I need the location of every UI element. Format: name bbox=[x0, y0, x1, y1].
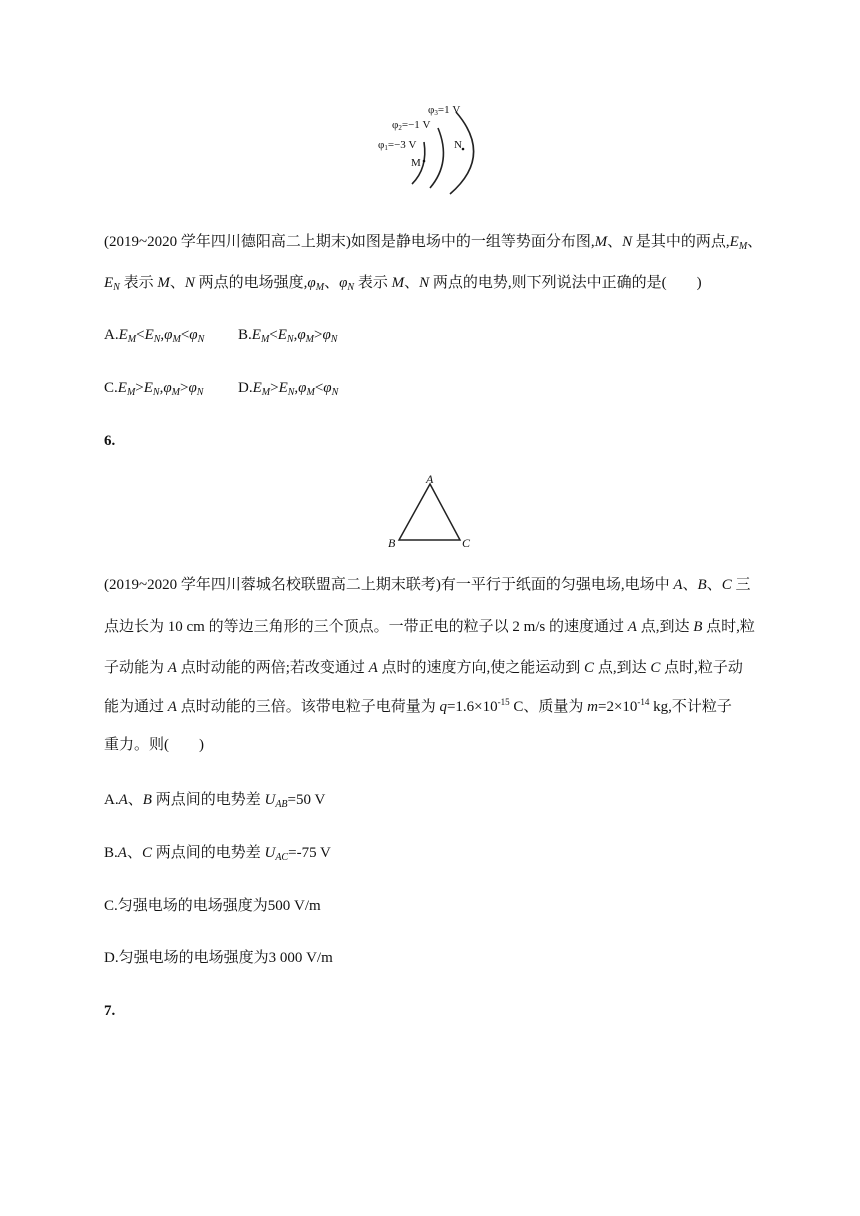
q5-option-a[interactable]: $A.E_M<E_N,\varphi_M<\varphi_N$ bbox=[104, 327, 205, 345]
q5-option-b[interactable]: $B.E_M<E_N,\varphi_M>\varphi_N$ bbox=[238, 327, 338, 345]
q5-option-c[interactable]: $C.E_M>E_N,\varphi_M>\varphi_N$ bbox=[104, 380, 204, 398]
q5-stem-line1: (2019~2020 学年四川德阳高二上期末)如图是静电场中的一组等势面分布图,M、N 是其中的两点$,E_M$、 bbox=[104, 234, 763, 252]
q6-stem-line5: 重力。则( ) bbox=[104, 737, 204, 753]
phi3-label: φ3=1 V bbox=[428, 104, 461, 117]
vertex-b-label: B bbox=[388, 536, 396, 550]
equipotential-line-3 bbox=[450, 112, 474, 194]
equipotential-line-2 bbox=[430, 128, 443, 188]
triangle-figure bbox=[384, 472, 480, 552]
point-n bbox=[462, 148, 465, 151]
q5-options-row2 bbox=[104, 378, 338, 398]
point-m-label: M bbox=[411, 157, 421, 169]
q6-option-c[interactable]: C.匀强电场的电场强度为500 V/m bbox=[104, 898, 321, 914]
q6-stem-line4: 能为通过 A 点时动能的三倍。该带电粒子电荷量为 $q=1.6\times 10^{-15}$ C、质量为 $m=2\times 10^{-14}$ kg,不计粒子 bbox=[104, 697, 732, 715]
q7-number: 7. bbox=[104, 1003, 116, 1019]
q6-option-b[interactable]: B.A、C 两点间的电势差 $U_{AC}=-75$ V bbox=[104, 845, 331, 863]
q5-stem-line2: $E_N$ 表示 M、N 两点的电场强度$,\varphi_M$、$\varphi_N$ 表示 M、N 两点的电势,则下列说法中正确的是( ) bbox=[104, 275, 702, 293]
equipotential-figure bbox=[370, 98, 490, 198]
q6-stem-line3: 子动能为 A 点时动能的两倍;若改变通过 A 点时的速度方向,使之能运动到 C 点,到达 C 点时,粒子动 bbox=[104, 660, 743, 676]
q6-option-a[interactable]: A.A、B 两点间的电势差 $U_{AB}=50$ V bbox=[104, 792, 326, 810]
phi1-label: φ1=−3 V bbox=[378, 139, 417, 152]
vertex-a-label: A bbox=[426, 472, 434, 486]
equilateral-triangle bbox=[399, 484, 460, 540]
q6-option-d[interactable]: D.匀强电场的电场强度为3 000 V/m bbox=[104, 950, 333, 966]
point-m bbox=[423, 160, 426, 163]
vertex-c-label: C bbox=[462, 536, 471, 550]
point-n-label: N bbox=[454, 139, 462, 151]
q6-number: 6. bbox=[104, 433, 116, 449]
phi2-label: φ2=−1 V bbox=[392, 119, 431, 132]
q5-option-d[interactable]: $D.E_M>E_N,\varphi_M<\varphi_N$ bbox=[238, 380, 339, 398]
q6-stem-line2: 点边长为 10 cm 的等边三角形的三个顶点。一带正电的粒子以 2 m/s 的速度通过 A 点,到达 B 点时,粒 bbox=[104, 619, 755, 635]
q5-options-row1 bbox=[104, 325, 337, 345]
q6-stem-line1: (2019~2020 学年四川蓉城名校联盟高二上期末联考)有一平行于纸面的匀强电场,电场中 A、B、C 三 bbox=[104, 577, 751, 593]
